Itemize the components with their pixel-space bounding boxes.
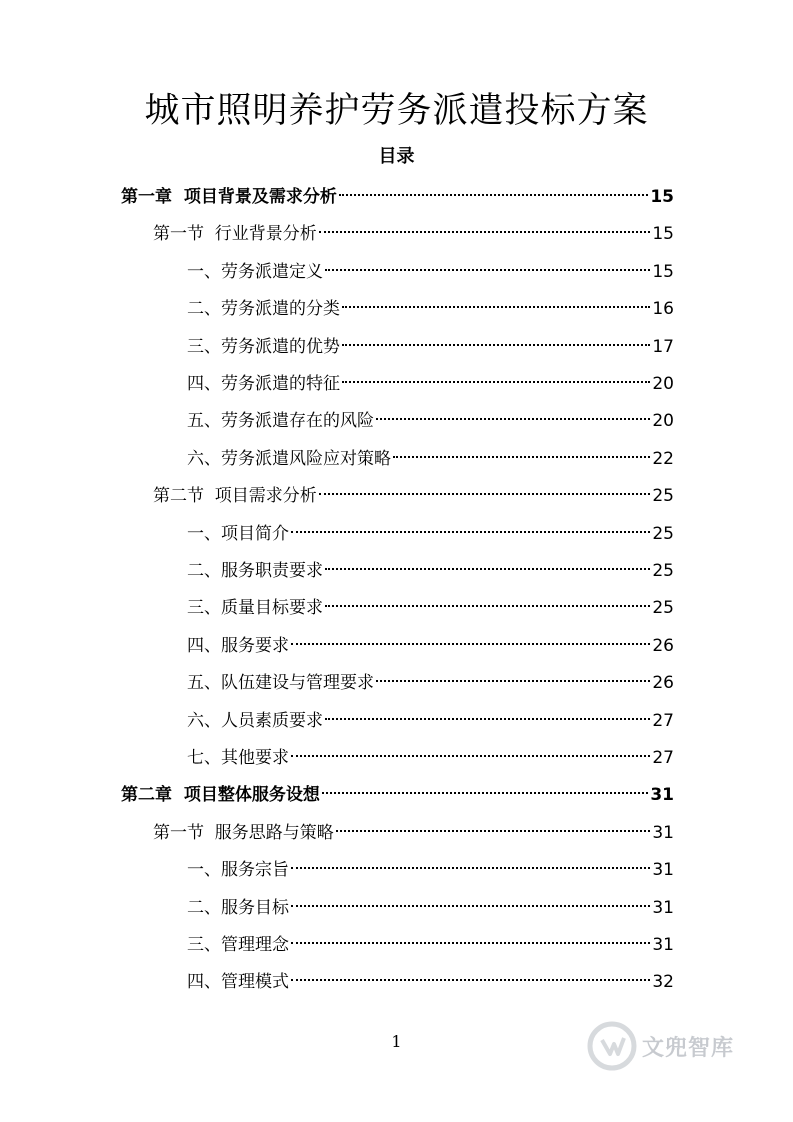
toc-dot-leader xyxy=(319,493,651,495)
toc-entry-label: 四、服务要求 xyxy=(187,636,289,656)
toc-dot-leader xyxy=(291,755,650,757)
toc-entry-page: 20 xyxy=(652,411,674,431)
toc-entry-item[interactable] xyxy=(187,444,674,474)
toc-entry-label: 六、人员素质要求 xyxy=(187,711,323,731)
toc-entry-label: 四、管理模式 xyxy=(187,972,289,992)
toc-dot-leader xyxy=(336,830,651,832)
toc-entry-section[interactable] xyxy=(153,481,674,511)
toc-entry-chapter[interactable] xyxy=(121,780,674,810)
toc-entry-label: 五、队伍建设与管理要求 xyxy=(187,673,374,693)
toc-entry-page: 16 xyxy=(652,299,674,319)
toc-entry-label: 第二节 项目需求分析 xyxy=(153,486,317,506)
toc-dot-leader xyxy=(342,306,650,308)
toc-dot-leader xyxy=(342,381,650,383)
toc-entry-chapter[interactable] xyxy=(121,182,674,212)
toc-entry-label: 三、管理理念 xyxy=(187,935,289,955)
toc-entry-label: 五、劳务派遣存在的风险 xyxy=(187,411,374,431)
watermark xyxy=(586,1018,756,1074)
document-title: 城市照明养护劳务派遣投标方案 xyxy=(144,91,649,131)
toc-entry-item[interactable] xyxy=(187,668,674,698)
toc-entry-section[interactable] xyxy=(153,818,674,848)
wendou-logo-icon xyxy=(586,1020,638,1072)
toc-entry-page: 31 xyxy=(652,860,674,880)
toc-dot-leader xyxy=(325,718,650,720)
toc-entry-label: 第一节 行业背景分析 xyxy=(153,224,317,244)
toc-entry-page: 15 xyxy=(652,224,674,244)
toc-entry-label: 七、其他要求 xyxy=(187,748,289,768)
toc-entry-item[interactable] xyxy=(187,294,674,324)
toc-entry-page: 25 xyxy=(652,524,674,544)
toc-entry-page: 27 xyxy=(652,748,674,768)
toc-entry-label: 一、劳务派遣定义 xyxy=(187,262,323,282)
toc-entry-label: 第二章 项目整体服务设想 xyxy=(121,785,320,805)
toc-entry-item[interactable] xyxy=(187,519,674,549)
toc-entry-section[interactable] xyxy=(153,219,674,249)
toc-entry-page: 25 xyxy=(652,598,674,618)
toc-entry-page: 32 xyxy=(652,972,674,992)
toc-entry-page: 26 xyxy=(652,636,674,656)
toc-entry-item[interactable] xyxy=(187,593,674,623)
toc-entry-page: 20 xyxy=(652,374,674,394)
toc-entry-item[interactable] xyxy=(187,556,674,586)
toc-entry-label: 三、劳务派遣的优势 xyxy=(187,337,340,357)
toc-dot-leader xyxy=(376,680,650,682)
toc-entry-item[interactable] xyxy=(187,743,674,773)
toc-entry-item[interactable] xyxy=(187,369,674,399)
toc-entry-page: 25 xyxy=(652,561,674,581)
page-number: 1 xyxy=(391,1032,402,1051)
toc-entry-label: 二、劳务派遣的分类 xyxy=(187,299,340,319)
toc-entry-label: 四、劳务派遣的特征 xyxy=(187,374,340,394)
toc-entry-page: 31 xyxy=(650,785,674,805)
toc-entry-item[interactable] xyxy=(187,706,674,736)
toc-entry-page: 27 xyxy=(652,711,674,731)
watermark-text: 文兜智库 xyxy=(642,1035,735,1061)
toc-entry-label: 六、劳务派遣风险应对策略 xyxy=(187,449,391,469)
toc-entry-item[interactable] xyxy=(187,855,674,885)
toc-entry-label: 第一章 项目背景及需求分析 xyxy=(121,187,337,207)
toc-heading: 目录 xyxy=(378,146,415,167)
toc-entry-label: 二、服务目标 xyxy=(187,898,289,918)
toc-dot-leader xyxy=(291,979,650,981)
toc-dot-leader xyxy=(393,456,650,458)
toc-dot-leader xyxy=(325,605,650,607)
toc-dot-leader xyxy=(342,344,650,346)
toc-dot-leader xyxy=(291,867,650,869)
toc-entry-item[interactable] xyxy=(187,967,674,997)
toc-entry-label: 第一节 服务思路与策略 xyxy=(153,823,334,843)
toc-entry-item[interactable] xyxy=(187,631,674,661)
toc-entry-item[interactable] xyxy=(187,257,674,287)
toc-entry-page: 25 xyxy=(652,486,674,506)
toc-dot-leader xyxy=(291,942,650,944)
toc-entry-page: 31 xyxy=(652,823,674,843)
toc-entry-label: 二、服务职责要求 xyxy=(187,561,323,581)
toc-entry-label: 三、质量目标要求 xyxy=(187,598,323,618)
toc-entry-item[interactable] xyxy=(187,406,674,436)
toc-entry-label: 一、项目简介 xyxy=(187,524,289,544)
toc-dot-leader xyxy=(319,231,651,233)
toc-dot-leader xyxy=(322,792,648,794)
toc-entry-page: 26 xyxy=(652,673,674,693)
toc-entry-item[interactable] xyxy=(187,930,674,960)
toc-entry-page: 15 xyxy=(650,187,674,207)
toc-dot-leader xyxy=(291,905,650,907)
toc-entry-page: 31 xyxy=(652,898,674,918)
toc-entry-page: 17 xyxy=(652,337,674,357)
toc-entry-page: 15 xyxy=(652,262,674,282)
toc-dot-leader xyxy=(291,531,650,533)
toc-entry-page: 31 xyxy=(652,935,674,955)
toc-entry-page: 22 xyxy=(652,449,674,469)
toc-entry-item[interactable] xyxy=(187,893,674,923)
toc-entry-item[interactable] xyxy=(187,332,674,362)
toc-dot-leader xyxy=(339,194,648,196)
toc-dot-leader xyxy=(291,643,650,645)
toc-entry-label: 一、服务宗旨 xyxy=(187,860,289,880)
toc-dot-leader xyxy=(325,568,650,570)
toc-dot-leader xyxy=(325,269,650,271)
toc-dot-leader xyxy=(376,418,650,420)
